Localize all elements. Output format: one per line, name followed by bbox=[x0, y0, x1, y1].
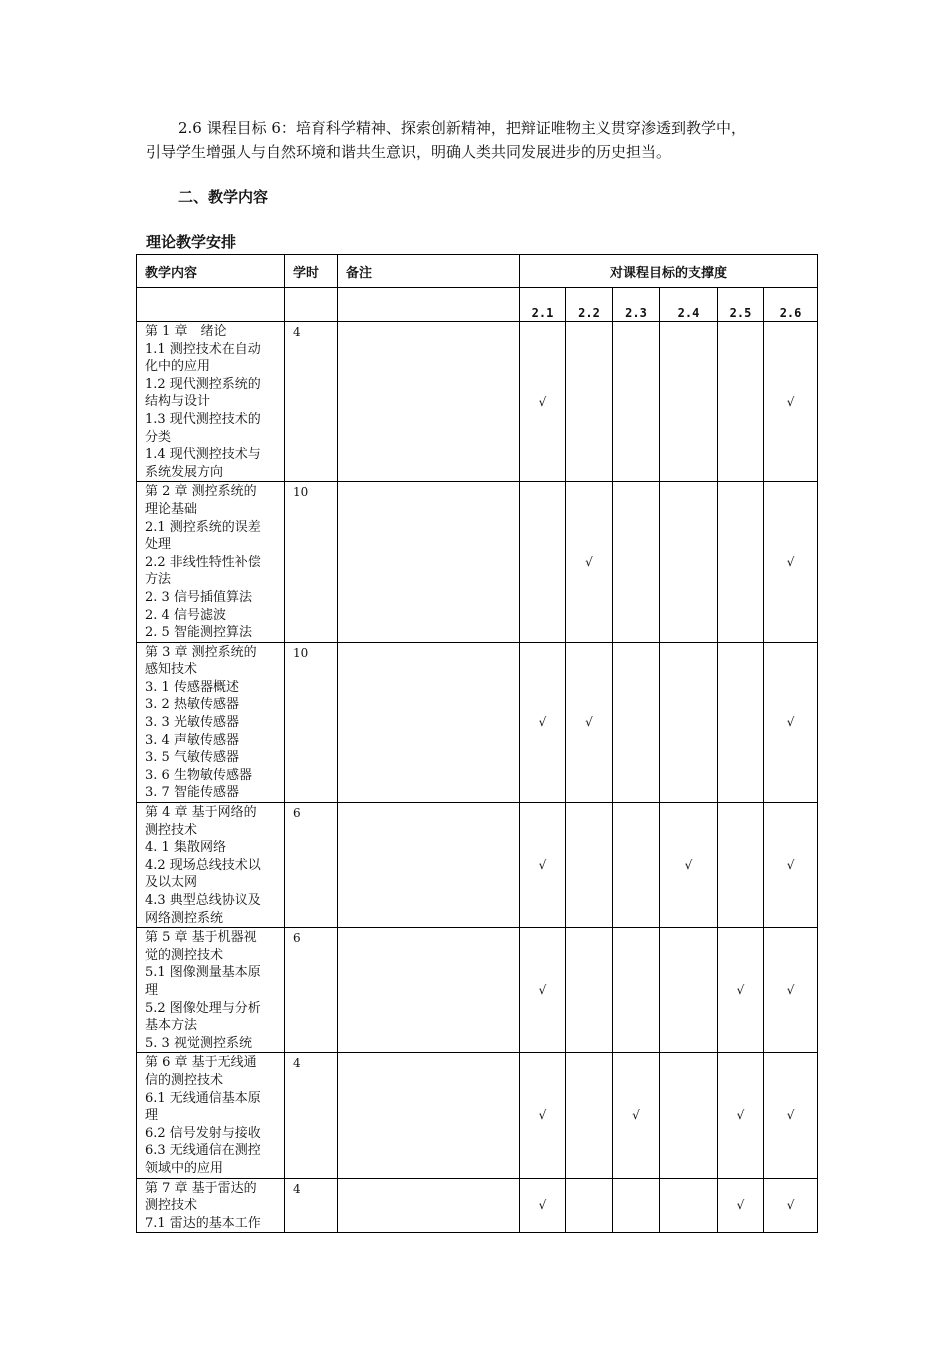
goal-header: 2.3 bbox=[613, 288, 660, 322]
section-heading: 二、教学内容 bbox=[178, 188, 269, 206]
support-cell bbox=[660, 1053, 718, 1178]
check-mark: √ bbox=[538, 1108, 547, 1123]
hours-cell: 10 bbox=[285, 642, 338, 802]
header-content: 教学内容 bbox=[137, 255, 285, 288]
support-cell bbox=[718, 642, 764, 802]
content-line: 第 2 章 测控系统的 bbox=[145, 484, 257, 500]
check-mark: √ bbox=[786, 1108, 795, 1123]
header-hours: 学时 bbox=[285, 255, 338, 288]
hours-cell: 6 bbox=[285, 803, 338, 928]
content-line: 4. 1 集散网络 bbox=[145, 840, 226, 856]
support-cell bbox=[613, 322, 660, 482]
header-note: 备注 bbox=[338, 255, 520, 288]
content-line: 分类 bbox=[145, 429, 172, 445]
support-cell bbox=[660, 642, 718, 802]
table-title: 理论教学安排 bbox=[146, 233, 237, 251]
table-row bbox=[137, 482, 818, 642]
check-mark: √ bbox=[786, 715, 795, 730]
content-line: 7.1 雷达的基本工作 bbox=[145, 1215, 261, 1231]
content-line: 方法 bbox=[145, 572, 172, 588]
support-cell bbox=[566, 642, 613, 802]
support-cell bbox=[566, 803, 613, 928]
hours-cell: 4 bbox=[285, 1178, 338, 1233]
check-mark: √ bbox=[632, 1108, 640, 1123]
content-line: 3. 1 传感器概述 bbox=[145, 679, 239, 695]
table-row bbox=[137, 928, 818, 1053]
table-row bbox=[137, 642, 818, 802]
content-line: 6.1 无线通信基本原 bbox=[145, 1090, 261, 1106]
support-cell bbox=[764, 322, 818, 482]
content-line: 4.3 典型总线协议及 bbox=[145, 893, 261, 908]
content-line: 3. 6 生物敏传感器 bbox=[145, 767, 252, 783]
check-mark: √ bbox=[736, 1198, 745, 1213]
content-line: 觉的测控技术 bbox=[145, 947, 224, 963]
content-line: 第 7 章 基于雷达的 bbox=[145, 1180, 257, 1196]
content-line: 网络测控系统 bbox=[145, 910, 224, 926]
check-mark: √ bbox=[786, 555, 795, 570]
content-line: 6.2 信号发射与接收 bbox=[145, 1125, 261, 1141]
check-mark: √ bbox=[684, 858, 693, 873]
intro-line-2: 引导学生增强人与自然环境和谐共生意识，明确人类共同发展进步的历史担当。 bbox=[146, 143, 672, 161]
content-line: 第 3 章 测控系统的 bbox=[145, 644, 257, 660]
content-line: 理 bbox=[145, 982, 159, 998]
check-mark: √ bbox=[538, 394, 547, 409]
support-cell bbox=[613, 1178, 660, 1233]
hours-cell: 6 bbox=[285, 928, 338, 1053]
support-cell bbox=[566, 1178, 613, 1233]
intro-line-1: 2.6 课程目标 6：培育科学精神、探索创新精神，把辩证唯物主义贯穿渗透到教学中， bbox=[178, 119, 746, 137]
content-cell bbox=[137, 928, 285, 1053]
content-line: 第 1 章 绪论 bbox=[145, 324, 227, 339]
check-mark: √ bbox=[736, 1108, 745, 1123]
check-mark: √ bbox=[736, 983, 745, 998]
content-line: 测控技术 bbox=[145, 822, 198, 838]
subheader-blank bbox=[338, 288, 520, 322]
content-line: 结构与设计 bbox=[145, 394, 211, 410]
table-row bbox=[137, 803, 818, 928]
support-cell bbox=[718, 482, 764, 642]
note-cell bbox=[338, 1178, 520, 1233]
support-cell bbox=[718, 803, 764, 928]
support-cell bbox=[764, 1053, 818, 1178]
support-cell bbox=[764, 803, 818, 928]
support-cell bbox=[613, 928, 660, 1053]
check-mark: √ bbox=[538, 983, 547, 998]
check-mark: √ bbox=[585, 555, 593, 570]
support-cell bbox=[520, 322, 566, 482]
content-line: 2.2 非线性特性补偿 bbox=[145, 554, 261, 570]
support-cell bbox=[660, 322, 718, 482]
table-row bbox=[137, 1053, 818, 1178]
support-cell bbox=[520, 1053, 566, 1178]
support-cell bbox=[660, 803, 718, 928]
support-cell bbox=[613, 642, 660, 802]
support-cell bbox=[613, 803, 660, 928]
content-line: 理 bbox=[145, 1108, 159, 1124]
content-line: 系统发展方向 bbox=[145, 464, 224, 480]
note-cell bbox=[338, 928, 520, 1053]
content-line: 1.1 测控技术在自动 bbox=[145, 341, 261, 357]
check-mark: √ bbox=[786, 394, 795, 409]
content-line: 处理 bbox=[145, 537, 172, 553]
support-cell bbox=[520, 803, 566, 928]
content-line: 5.2 图像处理与分析 bbox=[145, 1000, 261, 1016]
content-line: 3. 3 光敏传感器 bbox=[145, 715, 239, 731]
support-cell bbox=[660, 482, 718, 642]
support-cell bbox=[520, 482, 566, 642]
content-line: 第 6 章 基于无线通 bbox=[145, 1055, 257, 1071]
check-mark: √ bbox=[538, 715, 547, 730]
subheader-blank bbox=[285, 288, 338, 322]
content-line: 3. 5 气敏传感器 bbox=[145, 750, 239, 766]
check-mark: √ bbox=[786, 1198, 795, 1213]
content-line: 测控技术 bbox=[145, 1198, 198, 1214]
content-line: 感知技术 bbox=[145, 662, 198, 678]
check-mark: √ bbox=[786, 858, 795, 873]
support-cell bbox=[613, 482, 660, 642]
support-cell bbox=[764, 1178, 818, 1233]
goal-header: 2.4 bbox=[660, 288, 718, 322]
content-line: 3. 2 热敏传感器 bbox=[145, 697, 239, 713]
content-line: 2. 3 信号插值算法 bbox=[145, 589, 252, 605]
support-cell bbox=[520, 1178, 566, 1233]
note-cell bbox=[338, 803, 520, 928]
header-row bbox=[137, 255, 818, 288]
support-cell bbox=[566, 1053, 613, 1178]
subheader-blank bbox=[137, 288, 285, 322]
content-line: 理论基础 bbox=[145, 501, 198, 517]
support-cell bbox=[718, 928, 764, 1053]
content-cell bbox=[137, 1053, 285, 1178]
content-line: 6.3 无线通信在测控 bbox=[145, 1143, 261, 1159]
content-line: 信的测控技术 bbox=[145, 1072, 224, 1088]
content-cell bbox=[137, 322, 285, 482]
content-line: 3. 4 声敏传感器 bbox=[145, 732, 239, 748]
support-cell bbox=[764, 928, 818, 1053]
check-mark: √ bbox=[786, 983, 795, 998]
content-cell bbox=[137, 803, 285, 928]
note-cell bbox=[338, 1053, 520, 1178]
table-row bbox=[137, 1178, 818, 1233]
hours-cell: 4 bbox=[285, 322, 338, 482]
content-line: 1.3 现代测控技术的 bbox=[145, 411, 261, 427]
support-cell bbox=[718, 1178, 764, 1233]
hours-cell: 10 bbox=[285, 482, 338, 642]
support-cell bbox=[718, 322, 764, 482]
content-line: 领域中的应用 bbox=[145, 1160, 224, 1176]
check-mark: √ bbox=[585, 715, 593, 730]
content-line: 化中的应用 bbox=[145, 359, 211, 375]
table-row bbox=[137, 322, 818, 482]
content-line: 3. 7 智能传感器 bbox=[145, 785, 239, 801]
note-cell bbox=[338, 642, 520, 802]
content-line: 第 5 章 基于机器视 bbox=[145, 930, 257, 946]
content-line: 4.2 现场总线技术以 bbox=[145, 857, 261, 873]
support-cell bbox=[764, 482, 818, 642]
support-cell bbox=[764, 642, 818, 802]
content-cell bbox=[137, 482, 285, 642]
content-line: 第 4 章 基于网络的 bbox=[145, 805, 257, 821]
teaching-schedule-table bbox=[136, 254, 818, 1233]
content-line: 5.1 图像测量基本原 bbox=[145, 965, 261, 981]
support-cell bbox=[660, 928, 718, 1053]
goal-header: 2.1 bbox=[520, 288, 566, 322]
header-support: 对课程目标的支撑度 bbox=[520, 255, 818, 288]
content-line: 1.4 现代测控技术与 bbox=[145, 447, 261, 463]
content-cell bbox=[137, 642, 285, 802]
intro-paragraph bbox=[146, 116, 816, 164]
content-line: 1.2 现代测控系统的 bbox=[145, 376, 261, 392]
goal-header: 2.5 bbox=[718, 288, 764, 322]
hours-cell: 4 bbox=[285, 1053, 338, 1178]
support-cell bbox=[566, 482, 613, 642]
check-mark: √ bbox=[538, 1198, 547, 1213]
support-cell bbox=[660, 1178, 718, 1233]
content-line: 及以太网 bbox=[145, 875, 198, 891]
check-mark: √ bbox=[538, 858, 547, 873]
note-cell bbox=[338, 322, 520, 482]
content-line: 5. 3 视觉测控系统 bbox=[145, 1035, 252, 1051]
content-line: 2. 4 信号滤波 bbox=[145, 607, 226, 623]
support-cell bbox=[520, 642, 566, 802]
content-line: 2.1 测控系统的误差 bbox=[145, 519, 261, 535]
goal-header: 2.2 bbox=[566, 288, 613, 322]
support-cell bbox=[566, 322, 613, 482]
content-line: 2. 5 智能测控算法 bbox=[145, 625, 252, 641]
support-cell bbox=[613, 1053, 660, 1178]
note-cell bbox=[338, 482, 520, 642]
support-cell bbox=[520, 928, 566, 1053]
support-cell bbox=[566, 928, 613, 1053]
content-line: 基本方法 bbox=[145, 1018, 198, 1034]
goal-header: 2.6 bbox=[764, 288, 818, 322]
support-cell bbox=[718, 1053, 764, 1178]
content-cell bbox=[137, 1178, 285, 1233]
subheader-row bbox=[137, 288, 818, 322]
